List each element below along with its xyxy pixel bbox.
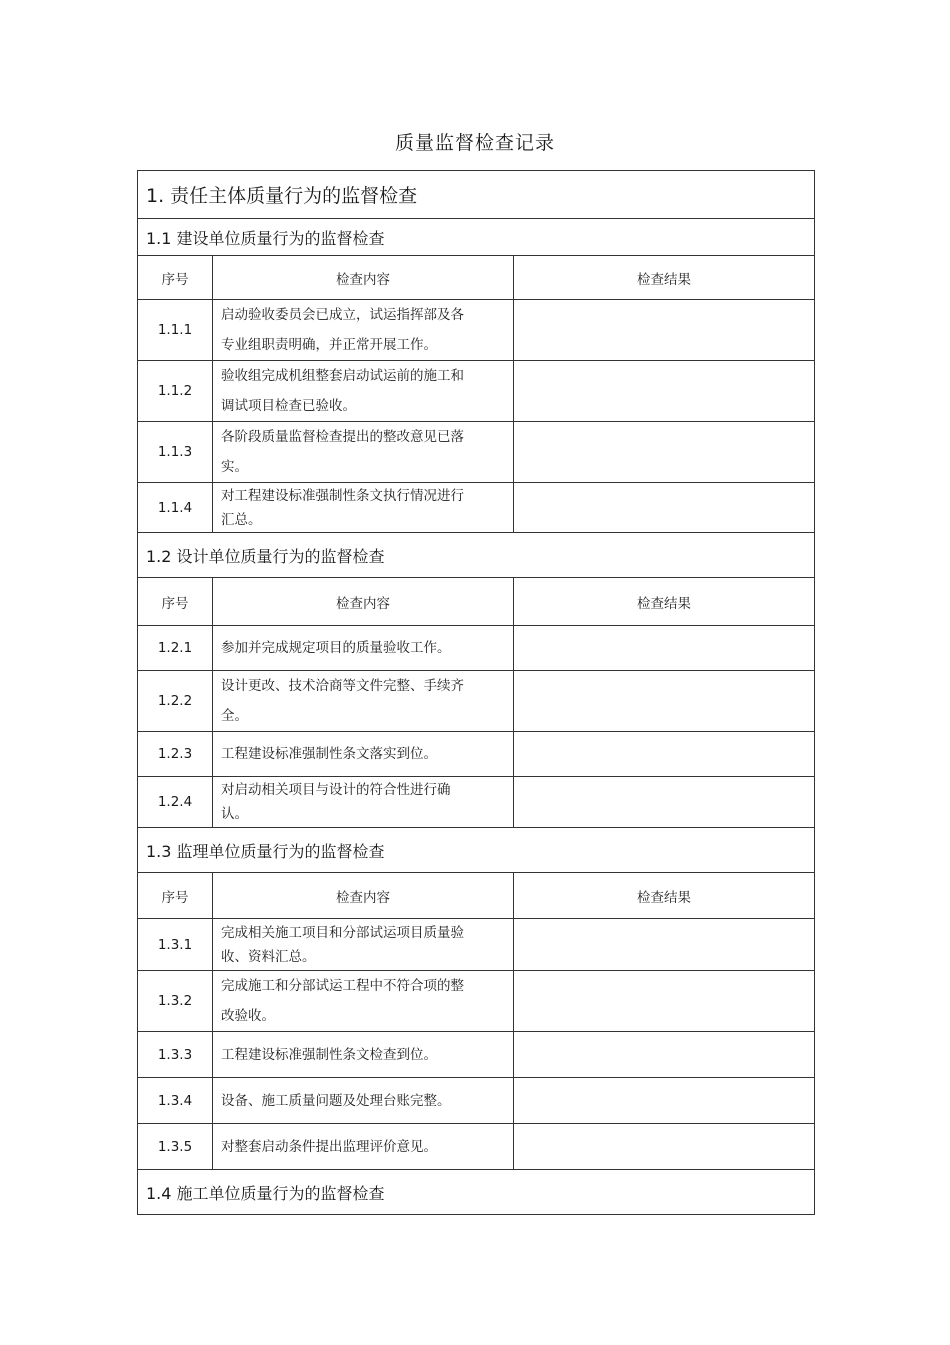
result-cell[interactable]: [514, 777, 815, 828]
result-cell[interactable]: [514, 300, 815, 361]
table-row: [138, 300, 815, 361]
section-heading: 1. 责任主体质量行为的监督检查: [138, 171, 815, 219]
row-content: 参加并完成规定项目的质量验收工作。: [213, 626, 514, 671]
header-content: 检查内容: [213, 578, 514, 626]
row-number: 1.1.2: [138, 361, 213, 422]
inspection-table: [137, 170, 815, 1215]
result-cell[interactable]: [514, 732, 815, 777]
header-no: 序号: [138, 873, 213, 919]
row-number: 1.3.2: [138, 971, 213, 1032]
header-content: 检查内容: [213, 873, 514, 919]
result-cell[interactable]: [514, 1032, 815, 1078]
row-number: 1.1.3: [138, 422, 213, 483]
page-title: 质量监督检查记录: [394, 132, 555, 154]
table-row: [138, 483, 815, 533]
table-header-row: [138, 578, 815, 626]
result-cell[interactable]: [514, 483, 815, 533]
result-cell[interactable]: [514, 919, 815, 971]
row-content: 对整套启动条件提出监理评价意见。: [213, 1124, 514, 1170]
row-number: 1.3.3: [138, 1032, 213, 1078]
row-content: 设备、施工质量问题及处理台账完整。: [213, 1078, 514, 1124]
row-content: 工程建设标准强制性条文检查到位。: [213, 1032, 514, 1078]
header-content: 检查内容: [213, 256, 514, 300]
table-header-row: [138, 873, 815, 919]
row-number: 1.1.4: [138, 483, 213, 533]
row-content: 对启动相关项目与设计的符合性进行确认。: [213, 777, 514, 828]
row-number: 1.1.1: [138, 300, 213, 361]
row-content: 启动验收委员会已成立，试运指挥部及各专业组职责明确，并正常开展工作。: [213, 300, 514, 361]
header-result: 检查结果: [514, 578, 815, 626]
row-content: 工程建设标准强制性条文落实到位。: [213, 732, 514, 777]
table-row: [138, 919, 815, 971]
row-number: 1.2.1: [138, 626, 213, 671]
table-row: [138, 777, 815, 828]
result-cell[interactable]: [514, 971, 815, 1032]
table-row: [138, 422, 815, 483]
result-cell[interactable]: [514, 361, 815, 422]
row-content: 对工程建设标准强制性条文执行情况进行汇总。: [213, 483, 514, 533]
table-header-row: [138, 256, 815, 300]
subsection-title: 1.1 建设单位质量行为的监督检查: [138, 219, 815, 256]
row-content: 验收组完成机组整套启动试运前的施工和调试项目检查已验收。: [213, 361, 514, 422]
result-cell[interactable]: [514, 671, 815, 732]
row-content: 完成相关施工项目和分部试运项目质量验收、资料汇总。: [213, 919, 514, 971]
subsection-title: 1.2 设计单位质量行为的监督检查: [138, 533, 815, 578]
subsection-row: [138, 1170, 815, 1215]
subsection-title: 1.3 监理单位质量行为的监督检查: [138, 828, 815, 873]
row-number: 1.2.4: [138, 777, 213, 828]
subsection-row: [138, 533, 815, 578]
table-row: [138, 626, 815, 671]
row-number: 1.3.1: [138, 919, 213, 971]
row-number: 1.3.5: [138, 1124, 213, 1170]
row-content: 完成施工和分部试运工程中不符合项的整改验收。: [213, 971, 514, 1032]
table-row: [138, 1032, 815, 1078]
table-row: [138, 1124, 815, 1170]
row-number: 1.2.3: [138, 732, 213, 777]
row-number: 1.3.4: [138, 1078, 213, 1124]
result-cell[interactable]: [514, 1078, 815, 1124]
row-number: 1.2.2: [138, 671, 213, 732]
result-cell[interactable]: [514, 1124, 815, 1170]
header-no: 序号: [138, 578, 213, 626]
header-result: 检查结果: [514, 873, 815, 919]
header-result: 检查结果: [514, 256, 815, 300]
subsection-row: [138, 828, 815, 873]
subsection-row: [138, 219, 815, 256]
row-content: 各阶段质量监督检查提出的整改意见已落实。: [213, 422, 514, 483]
table-row: [138, 732, 815, 777]
section-heading-row: [138, 171, 815, 219]
subsection-title: 1.4 施工单位质量行为的监督检查: [138, 1170, 815, 1215]
header-no: 序号: [138, 256, 213, 300]
result-cell[interactable]: [514, 422, 815, 483]
table-row: [138, 1078, 815, 1124]
table-row: [138, 971, 815, 1032]
result-cell[interactable]: [514, 626, 815, 671]
table-row: [138, 671, 815, 732]
row-content: 设计更改、技术洽商等文件完整、手续齐全。: [213, 671, 514, 732]
table-row: [138, 361, 815, 422]
